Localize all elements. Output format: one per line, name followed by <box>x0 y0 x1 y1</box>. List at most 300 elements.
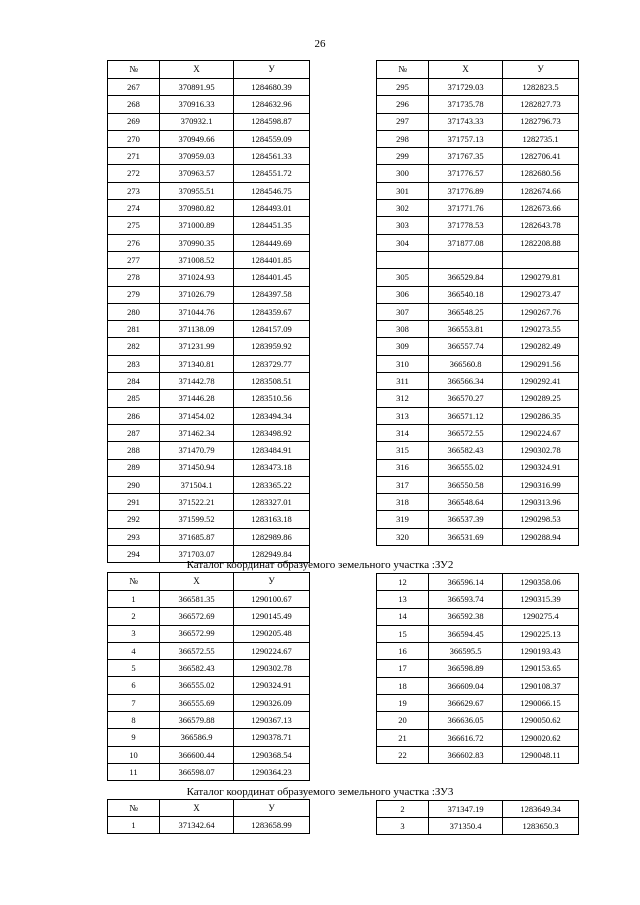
table-row <box>108 763 310 780</box>
table-row <box>377 269 579 286</box>
y-coordinate: 1290358.06 <box>503 574 579 591</box>
x-coordinate: 370932.1 <box>160 113 234 130</box>
point-number: 10 <box>108 746 160 763</box>
table-row <box>377 660 579 677</box>
table-row <box>108 303 310 320</box>
y-coordinate: 1284598.87 <box>234 113 310 130</box>
point-number: 271 <box>108 148 160 165</box>
x-coordinate: 366572.69 <box>160 608 234 625</box>
y-coordinate: 1290282.49 <box>503 338 579 355</box>
x-coordinate: 371000.89 <box>160 217 234 234</box>
x-coordinate: 366548.25 <box>429 303 503 320</box>
point-number: 272 <box>108 165 160 182</box>
point-number: 285 <box>108 390 160 407</box>
point-number: 284 <box>108 373 160 390</box>
x-coordinate: 371771.76 <box>429 200 503 217</box>
table-row <box>377 96 579 113</box>
point-number: 317 <box>377 476 429 493</box>
x-coordinate: 371044.76 <box>160 303 234 320</box>
x-coordinate: 366581.35 <box>160 591 234 608</box>
catalog-title-zu3: Каталог координат образуемого земельного участка :ЗУ3 <box>186 786 454 798</box>
table-row <box>377 591 579 608</box>
x-coordinate: 371442.78 <box>160 373 234 390</box>
y-coordinate: 1290288.94 <box>503 528 579 545</box>
point-number: 277 <box>108 251 160 268</box>
point-number: 293 <box>108 528 160 545</box>
point-number: 276 <box>108 234 160 251</box>
y-coordinate: 1290279.81 <box>503 269 579 286</box>
x-coordinate: 371599.52 <box>160 511 234 528</box>
y-coordinate: 1290153.65 <box>503 660 579 677</box>
point-number: 313 <box>377 407 429 424</box>
x-coordinate: 371729.03 <box>429 79 503 96</box>
x-coordinate: 370916.33 <box>160 96 234 113</box>
y-coordinate: 1290298.53 <box>503 511 579 528</box>
table-row <box>108 712 310 729</box>
point-number: 315 <box>377 442 429 459</box>
y-coordinate: 1283508.51 <box>234 373 310 390</box>
y-coordinate: 1283484.91 <box>234 442 310 459</box>
x-coordinate: 366602.83 <box>429 746 503 763</box>
y-coordinate: 1290193.43 <box>503 643 579 660</box>
y-coordinate: 1282735.1 <box>503 130 579 147</box>
col-header-number: № <box>108 800 160 817</box>
y-coordinate: 1290292.41 <box>503 373 579 390</box>
x-coordinate: 370990.35 <box>160 234 234 251</box>
y-coordinate: 1290224.67 <box>234 642 310 659</box>
point-number: 294 <box>108 546 160 563</box>
table-row <box>377 321 579 338</box>
table-row <box>108 338 310 355</box>
point-number: 1 <box>108 817 160 834</box>
x-coordinate: 366616.72 <box>429 729 503 746</box>
point-number: 301 <box>377 182 429 199</box>
x-coordinate: 366529.84 <box>429 269 503 286</box>
y-coordinate: 1290273.47 <box>503 286 579 303</box>
coordinate-table-1-left <box>107 60 310 563</box>
table-row <box>108 217 310 234</box>
x-coordinate: 371446.28 <box>160 390 234 407</box>
y-coordinate: 1282827.73 <box>503 96 579 113</box>
coordinate-table-2-right <box>376 573 579 764</box>
y-coordinate: 1290273.55 <box>503 321 579 338</box>
x-coordinate: 371743.33 <box>429 113 503 130</box>
y-coordinate: 1284449.69 <box>234 234 310 251</box>
table-row <box>108 625 310 642</box>
y-coordinate: 1290324.91 <box>234 677 310 694</box>
x-coordinate: 371776.89 <box>429 182 503 199</box>
x-coordinate: 371024.93 <box>160 269 234 286</box>
table-row <box>108 130 310 147</box>
x-coordinate: 371504.1 <box>160 476 234 493</box>
col-header-x: X <box>429 61 503 79</box>
y-coordinate: 1283650.3 <box>503 818 579 835</box>
x-coordinate: 371470.79 <box>160 442 234 459</box>
point-number: 7 <box>108 694 160 711</box>
x-coordinate: 371454.02 <box>160 407 234 424</box>
x-coordinate: 371522.21 <box>160 494 234 511</box>
y-coordinate: 1290275.4 <box>503 608 579 625</box>
point-number: 302 <box>377 200 429 217</box>
point-number: 319 <box>377 511 429 528</box>
point-number: 15 <box>377 625 429 642</box>
y-coordinate: 1284632.96 <box>234 96 310 113</box>
coordinate-table-3-right <box>376 800 579 835</box>
point-number: 316 <box>377 459 429 476</box>
y-coordinate: 1282949.84 <box>234 546 310 563</box>
y-coordinate: 1283649.34 <box>503 801 579 818</box>
y-coordinate: 1290367.13 <box>234 712 310 729</box>
x-coordinate: 366553.81 <box>429 321 503 338</box>
table-row <box>377 625 579 642</box>
point-number: 286 <box>108 407 160 424</box>
y-coordinate: 1284157.09 <box>234 321 310 338</box>
table-row <box>108 528 310 545</box>
point-number: 306 <box>377 286 429 303</box>
table-row <box>377 182 579 199</box>
y-coordinate: 1283729.77 <box>234 355 310 372</box>
point-number: 314 <box>377 424 429 441</box>
x-coordinate: 371350.4 <box>429 818 503 835</box>
y-coordinate: 1284451.35 <box>234 217 310 234</box>
point-number: 275 <box>108 217 160 234</box>
table-row <box>108 113 310 130</box>
point-number: 5 <box>108 660 160 677</box>
y-coordinate: 1282989.86 <box>234 528 310 545</box>
table-row <box>377 677 579 694</box>
y-coordinate: 1290108.37 <box>503 677 579 694</box>
point-number: 296 <box>377 96 429 113</box>
x-coordinate: 366609.04 <box>429 677 503 694</box>
table-row <box>377 286 579 303</box>
point-number: 2 <box>377 801 429 818</box>
y-coordinate: 1290324.91 <box>503 459 579 476</box>
x-coordinate: 366586.9 <box>160 729 234 746</box>
table-row <box>108 694 310 711</box>
y-coordinate: 1282706.41 <box>503 148 579 165</box>
y-coordinate: 1282796.73 <box>503 113 579 130</box>
point-number: 1 <box>108 591 160 608</box>
table-row <box>108 591 310 608</box>
table-row <box>108 390 310 407</box>
table-row <box>108 200 310 217</box>
table-row <box>108 642 310 659</box>
y-coordinate: 1284680.39 <box>234 79 310 96</box>
x-coordinate: 366595.5 <box>429 643 503 660</box>
point-number: 297 <box>377 113 429 130</box>
x-coordinate: 366593.74 <box>429 591 503 608</box>
table-row <box>377 200 579 217</box>
x-coordinate: 366550.58 <box>429 476 503 493</box>
table-row <box>108 511 310 528</box>
table-row <box>377 574 579 591</box>
table-row <box>377 442 579 459</box>
table-row <box>377 494 579 511</box>
y-coordinate: 1284493.01 <box>234 200 310 217</box>
table-row <box>108 234 310 251</box>
table-row <box>377 130 579 147</box>
point-number: 4 <box>108 642 160 659</box>
table-row <box>108 729 310 746</box>
point-number: 13 <box>377 591 429 608</box>
point-number: 17 <box>377 660 429 677</box>
table-row <box>108 424 310 441</box>
y-coordinate: 1290289.25 <box>503 390 579 407</box>
table-row <box>108 269 310 286</box>
table-row <box>108 165 310 182</box>
y-coordinate: 1282643.78 <box>503 217 579 234</box>
table-row <box>377 528 579 545</box>
table-row <box>108 660 310 677</box>
point-number: 16 <box>377 643 429 660</box>
x-coordinate: 366555.69 <box>160 694 234 711</box>
y-coordinate: 1290286.35 <box>503 407 579 424</box>
y-coordinate: 1282680.56 <box>503 165 579 182</box>
point-number: 20 <box>377 712 429 729</box>
y-coordinate: 1290378.71 <box>234 729 310 746</box>
col-header-x: X <box>160 573 234 591</box>
table-row <box>108 96 310 113</box>
point-number: 269 <box>108 113 160 130</box>
point-number: 270 <box>108 130 160 147</box>
table-row <box>377 424 579 441</box>
x-coordinate: 370949.66 <box>160 130 234 147</box>
y-coordinate: 1290048.11 <box>503 746 579 763</box>
table-row <box>377 729 579 746</box>
x-coordinate: 371462.34 <box>160 424 234 441</box>
y-coordinate: 1283327.01 <box>234 494 310 511</box>
col-header-x: X <box>160 800 234 817</box>
col-header-y: У <box>503 61 579 79</box>
table-row <box>108 746 310 763</box>
point-number: 311 <box>377 373 429 390</box>
y-coordinate: 1283658.99 <box>234 817 310 834</box>
table-row <box>377 113 579 130</box>
x-coordinate: 366548.64 <box>429 494 503 511</box>
x-coordinate: 366579.88 <box>160 712 234 729</box>
col-header-number: № <box>108 573 160 591</box>
y-coordinate: 1284561.33 <box>234 148 310 165</box>
point-number: 290 <box>108 476 160 493</box>
table-row <box>377 251 579 268</box>
x-coordinate: 371735.78 <box>429 96 503 113</box>
point-number: 299 <box>377 148 429 165</box>
y-coordinate: 1283498.92 <box>234 424 310 441</box>
point-number: 11 <box>108 763 160 780</box>
table-row <box>108 442 310 459</box>
point-number: 303 <box>377 217 429 234</box>
x-coordinate: 371685.87 <box>160 528 234 545</box>
x-coordinate: 366594.45 <box>429 625 503 642</box>
y-coordinate: 1283959.92 <box>234 338 310 355</box>
y-coordinate <box>503 251 579 268</box>
table-row <box>108 608 310 625</box>
x-coordinate: 366537.39 <box>429 511 503 528</box>
point-number: 278 <box>108 269 160 286</box>
x-coordinate: 371008.52 <box>160 251 234 268</box>
point-number: 292 <box>108 511 160 528</box>
point-number: 273 <box>108 182 160 199</box>
x-coordinate: 366600.44 <box>160 746 234 763</box>
y-coordinate: 1283473.18 <box>234 459 310 476</box>
point-number: 21 <box>377 729 429 746</box>
y-coordinate: 1290100.67 <box>234 591 310 608</box>
y-coordinate: 1283510.56 <box>234 390 310 407</box>
point-number: 310 <box>377 355 429 372</box>
y-coordinate: 1290368.54 <box>234 746 310 763</box>
table-row <box>377 79 579 96</box>
y-coordinate: 1290145.49 <box>234 608 310 625</box>
x-coordinate: 366636.05 <box>429 712 503 729</box>
x-coordinate: 370891.95 <box>160 79 234 96</box>
x-coordinate: 366596.14 <box>429 574 503 591</box>
x-coordinate: 366540.18 <box>429 286 503 303</box>
point-number: 280 <box>108 303 160 320</box>
col-header-y: У <box>234 61 310 79</box>
y-coordinate: 1290050.62 <box>503 712 579 729</box>
x-coordinate: 366572.55 <box>429 424 503 441</box>
table-row <box>108 286 310 303</box>
y-coordinate: 1290364.23 <box>234 763 310 780</box>
table-header-row <box>108 573 310 591</box>
table-row <box>377 390 579 407</box>
table-row <box>377 303 579 320</box>
point-number: 312 <box>377 390 429 407</box>
x-coordinate: 371342.64 <box>160 817 234 834</box>
x-coordinate: 371450.94 <box>160 459 234 476</box>
table-row <box>377 148 579 165</box>
point-number: 298 <box>377 130 429 147</box>
x-coordinate: 371026.79 <box>160 286 234 303</box>
x-coordinate: 366598.89 <box>429 660 503 677</box>
table-row <box>377 608 579 625</box>
x-coordinate: 366570.27 <box>429 390 503 407</box>
point-number: 291 <box>108 494 160 511</box>
coordinate-table-3-left <box>107 799 310 834</box>
x-coordinate: 370963.57 <box>160 165 234 182</box>
point-number: 309 <box>377 338 429 355</box>
table-row <box>108 148 310 165</box>
table-row <box>377 712 579 729</box>
table-row <box>108 677 310 694</box>
point-number: 3 <box>108 625 160 642</box>
point-number: 300 <box>377 165 429 182</box>
page-number: 26 <box>314 38 326 50</box>
x-coordinate: 370959.03 <box>160 148 234 165</box>
table-row <box>377 801 579 818</box>
x-coordinate: 366592.38 <box>429 608 503 625</box>
x-coordinate: 371340.81 <box>160 355 234 372</box>
x-coordinate: 371877.08 <box>429 234 503 251</box>
y-coordinate: 1282823.5 <box>503 79 579 96</box>
y-coordinate: 1290326.09 <box>234 694 310 711</box>
x-coordinate: 370980.82 <box>160 200 234 217</box>
point-number: 14 <box>377 608 429 625</box>
catalog-title-zu2: Каталог координат образуемого земельного участка :ЗУ2 <box>186 559 454 571</box>
y-coordinate: 1282674.66 <box>503 182 579 199</box>
table-row <box>108 182 310 199</box>
x-coordinate: 366629.67 <box>429 695 503 712</box>
col-header-y: У <box>234 800 310 817</box>
table-row <box>377 695 579 712</box>
x-coordinate: 371231.99 <box>160 338 234 355</box>
table-row <box>377 818 579 835</box>
coordinate-table-1-right <box>376 60 579 546</box>
table-row <box>108 817 310 834</box>
point-number: 281 <box>108 321 160 338</box>
y-coordinate: 1284401.85 <box>234 251 310 268</box>
table-row <box>377 165 579 182</box>
point-number: 3 <box>377 818 429 835</box>
point-number <box>377 251 429 268</box>
y-coordinate: 1284401.45 <box>234 269 310 286</box>
point-number: 304 <box>377 234 429 251</box>
x-coordinate <box>429 251 503 268</box>
y-coordinate: 1290066.15 <box>503 695 579 712</box>
point-number: 289 <box>108 459 160 476</box>
table-header-row <box>377 61 579 79</box>
x-coordinate: 371767.35 <box>429 148 503 165</box>
table-row <box>377 476 579 493</box>
table-row <box>108 373 310 390</box>
x-coordinate: 366572.99 <box>160 625 234 642</box>
y-coordinate: 1290225.13 <box>503 625 579 642</box>
y-coordinate: 1290291.56 <box>503 355 579 372</box>
x-coordinate: 366555.02 <box>429 459 503 476</box>
y-coordinate: 1283365.22 <box>234 476 310 493</box>
point-number: 305 <box>377 269 429 286</box>
point-number: 288 <box>108 442 160 459</box>
x-coordinate: 370955.51 <box>160 182 234 199</box>
point-number: 12 <box>377 574 429 591</box>
x-coordinate: 366598.07 <box>160 763 234 780</box>
x-coordinate: 371703.07 <box>160 546 234 563</box>
y-coordinate: 1283163.18 <box>234 511 310 528</box>
point-number: 274 <box>108 200 160 217</box>
col-header-number: № <box>377 61 429 79</box>
point-number: 320 <box>377 528 429 545</box>
point-number: 268 <box>108 96 160 113</box>
x-coordinate: 366582.43 <box>429 442 503 459</box>
table-row <box>108 476 310 493</box>
x-coordinate: 366557.74 <box>429 338 503 355</box>
y-coordinate: 1290313.96 <box>503 494 579 511</box>
table-header-row <box>108 61 310 79</box>
point-number: 318 <box>377 494 429 511</box>
y-coordinate: 1290205.48 <box>234 625 310 642</box>
x-coordinate: 371347.19 <box>429 801 503 818</box>
table-row <box>377 234 579 251</box>
table-row <box>108 251 310 268</box>
point-number: 9 <box>108 729 160 746</box>
point-number: 2 <box>108 608 160 625</box>
y-coordinate: 1284551.72 <box>234 165 310 182</box>
y-coordinate: 1284397.58 <box>234 286 310 303</box>
table-row <box>377 338 579 355</box>
x-coordinate: 371757.13 <box>429 130 503 147</box>
table-row <box>108 407 310 424</box>
y-coordinate: 1290224.67 <box>503 424 579 441</box>
x-coordinate: 366560.8 <box>429 355 503 372</box>
x-coordinate: 366582.43 <box>160 660 234 677</box>
point-number: 308 <box>377 321 429 338</box>
table-row <box>377 355 579 372</box>
point-number: 295 <box>377 79 429 96</box>
x-coordinate: 366572.55 <box>160 642 234 659</box>
x-coordinate: 371776.57 <box>429 165 503 182</box>
point-number: 283 <box>108 355 160 372</box>
col-header-y: У <box>234 573 310 591</box>
